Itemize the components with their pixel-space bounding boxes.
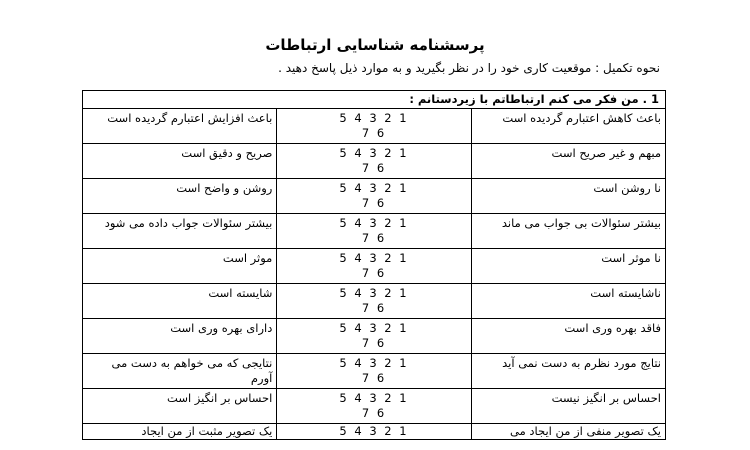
positive-statement: احساس بر انگیز است [83, 389, 277, 424]
question-row [83, 109, 666, 144]
rating-scale[interactable] [277, 354, 471, 389]
negative-statement: نتایج مورد نظرم به دست نمی آید [471, 354, 665, 389]
question-row [83, 179, 666, 214]
question-row [83, 284, 666, 319]
rating-scale[interactable] [277, 424, 471, 440]
negative-statement: نا موثر است [471, 249, 665, 284]
scale-numbers-1-5[interactable]: 5 4 3 2 1 [339, 391, 409, 405]
page-title: پرسشنامه شناسایی ارتباطات [265, 36, 485, 54]
rating-scale[interactable] [277, 284, 471, 319]
negative-statement: احساس بر انگیز نیست [471, 389, 665, 424]
question-row [83, 214, 666, 249]
rating-scale[interactable] [277, 214, 471, 249]
negative-statement: فاقد بهره وری است [471, 319, 665, 354]
negative-statement: بیشتر سئوالات بی جواب می ماند [471, 214, 665, 249]
rating-scale[interactable] [277, 144, 471, 179]
positive-statement: صریح و دقیق است [83, 144, 277, 179]
positive-statement: باعث افزایش اعتبارم گردیده است [83, 109, 277, 144]
negative-statement: یک تصویر منفی از من ایجاد می [471, 424, 665, 440]
question-row [83, 389, 666, 424]
instructions-text: نحوه تکمیل : موقعیت کاری خود را در نظر بگیرید و به موارد ذیل پاسخ دهید . [278, 61, 660, 75]
positive-statement: بیشتر سئوالات جواب داده می شود [83, 214, 277, 249]
scale-numbers-6-7[interactable]: 7 6 [361, 406, 387, 420]
negative-statement: ناشایسته است [471, 284, 665, 319]
rating-scale[interactable] [277, 319, 471, 354]
question-row [83, 144, 666, 179]
scale-numbers-6-7[interactable]: 7 6 [361, 231, 387, 245]
scale-numbers-6-7[interactable]: 7 6 [361, 301, 387, 315]
scale-numbers-1-5[interactable]: 5 4 3 2 1 [339, 181, 409, 195]
rating-scale[interactable] [277, 179, 471, 214]
scale-numbers-6-7[interactable]: 7 6 [361, 196, 387, 210]
scale-numbers-1-5[interactable]: 5 4 3 2 1 [339, 286, 409, 300]
positive-statement: دارای بهره وری است [83, 319, 277, 354]
scale-numbers-6-7[interactable]: 7 6 [361, 126, 387, 140]
positive-statement: نتایجی که می خواهم به دست می آورم [83, 354, 277, 389]
scale-numbers-1-5[interactable]: 5 4 3 2 1 [339, 111, 409, 125]
section-header-row [83, 91, 666, 109]
negative-statement: نا روشن است [471, 179, 665, 214]
negative-statement: مبهم و غیر صریح است [471, 144, 665, 179]
scale-numbers-1-5[interactable]: 5 4 3 2 1 [339, 216, 409, 230]
scale-numbers-6-7[interactable]: 7 6 [361, 336, 387, 350]
rating-scale[interactable] [277, 389, 471, 424]
scale-numbers-6-7[interactable]: 7 6 [361, 371, 387, 385]
scale-numbers-1-5[interactable]: 5 4 3 2 1 [339, 251, 409, 265]
questionnaire-table [82, 90, 666, 440]
scale-numbers-6-7[interactable]: 7 6 [361, 161, 387, 175]
question-row [83, 319, 666, 354]
section-header: 1 . من فکر می کنم ارتباطاتم با زیردستانم : [83, 91, 666, 109]
scale-numbers-1-5[interactable]: 5 4 3 2 1 [339, 321, 409, 335]
scale-numbers-6-7[interactable]: 7 6 [361, 266, 387, 280]
scale-numbers-1-5[interactable]: 5 4 3 2 1 [339, 424, 409, 438]
question-row [83, 354, 666, 389]
positive-statement: یک تصویر مثبت از من ایجاد [83, 424, 277, 440]
negative-statement: باعث کاهش اعتبارم گردیده است [471, 109, 665, 144]
question-row [83, 424, 666, 440]
positive-statement: شایسته است [83, 284, 277, 319]
scale-numbers-1-5[interactable]: 5 4 3 2 1 [339, 356, 409, 370]
rating-scale[interactable] [277, 249, 471, 284]
question-row [83, 249, 666, 284]
rating-scale[interactable] [277, 109, 471, 144]
scale-numbers-1-5[interactable]: 5 4 3 2 1 [339, 146, 409, 160]
positive-statement: روشن و واضح است [83, 179, 277, 214]
positive-statement: موثر است [83, 249, 277, 284]
